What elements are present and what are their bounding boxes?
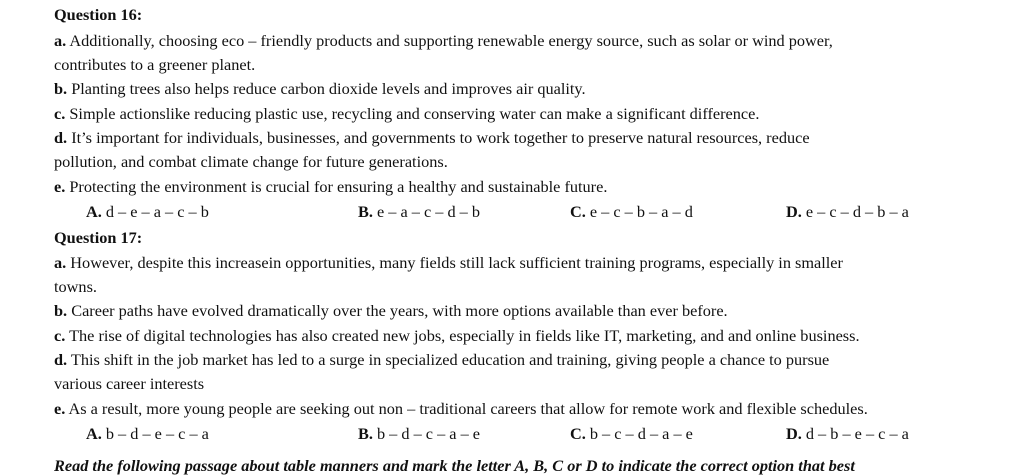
sentence-label: b.	[54, 301, 68, 320]
sentence-text: Career paths have evolved dramatically over the years, with more options available than ever before.	[71, 301, 728, 320]
sentence-text: This shift in the job market has led to a surge in specialized education and training, giving people a chance to pursue	[70, 350, 830, 369]
question-16-sentence-a-cont: contributes to a greener planet.	[54, 55, 256, 74]
sentence-label: a.	[54, 31, 67, 50]
question-17-sentence-c	[54, 325, 860, 347]
question-17-title: Question 17:	[54, 228, 143, 247]
question-17-sentence-b	[54, 300, 728, 322]
option-text: d – b – e – c – a	[805, 424, 909, 443]
question-16-sentence-a	[54, 30, 833, 52]
option-text: d – e – a – c – b	[105, 202, 209, 221]
option-label: A.	[86, 424, 102, 443]
question-16-sentence-d-cont: pollution, and combat climate change for future generations.	[54, 152, 448, 171]
option-text: b – d – e – c – a	[105, 424, 209, 443]
option-label: A.	[86, 202, 102, 221]
passage-instruction: Read the following passage about table manners and mark the letter A, B, C or D to indicate the correct option that best	[54, 456, 855, 475]
question-16-title: Question 16:	[54, 5, 143, 24]
question-17-sentence-d	[54, 349, 829, 371]
question-17-option-c[interactable]	[570, 423, 693, 445]
question-17-option-a[interactable]	[86, 423, 209, 445]
question-17-sentence-e	[54, 398, 868, 420]
sentence-text: Planting trees also helps reduce carbon dioxide levels and improves air quality.	[71, 79, 586, 98]
sentence-label: b.	[54, 79, 68, 98]
question-16-sentence-e	[54, 176, 607, 198]
question-16-option-a[interactable]	[86, 201, 209, 223]
sentence-text: Protecting the environment is crucial for ensuring a healthy and sustainable future.	[69, 177, 608, 196]
question-17-option-b[interactable]	[358, 423, 480, 445]
question-17-sentence-d-cont: various career interests	[54, 374, 205, 393]
question-16-sentence-d	[54, 127, 810, 149]
sentence-label: c.	[54, 326, 66, 345]
sentence-text: As a result, more young people are seeking out non – traditional careers that allow for remote work and flexible schedules.	[68, 399, 868, 418]
option-label: B.	[358, 424, 373, 443]
question-16-sentence-b	[54, 78, 586, 100]
option-text: e – c – d – b – a	[805, 202, 909, 221]
question-16-option-c[interactable]	[570, 201, 693, 223]
option-label: C.	[570, 202, 586, 221]
option-label: D.	[786, 202, 802, 221]
question-16-option-d[interactable]	[786, 201, 909, 223]
sentence-label: d.	[54, 350, 68, 369]
question-17-sentence-a-cont: towns.	[54, 277, 97, 296]
question-17-sentence-a	[54, 252, 843, 274]
option-text: b – c – d – a – e	[589, 424, 693, 443]
sentence-text: The rise of digital technologies has also created new jobs, especially in fields like IT, marketing, and and online business.	[69, 326, 860, 345]
question-17-option-d[interactable]	[786, 423, 909, 445]
sentence-label: d.	[54, 128, 68, 147]
option-text: e – c – b – a – d	[589, 202, 693, 221]
option-text: e – a – c – d – b	[376, 202, 481, 221]
sentence-label: e.	[54, 177, 66, 196]
option-label: B.	[358, 202, 373, 221]
sentence-label: c.	[54, 104, 66, 123]
sentence-text: However, despite this increasein opportunities, many fields still lack sufficient training programs, especially in smaller	[70, 253, 843, 272]
question-16-option-b[interactable]	[358, 201, 480, 223]
sentence-label: a.	[54, 253, 67, 272]
option-label: C.	[570, 424, 586, 443]
option-label: D.	[786, 424, 802, 443]
question-16-sentence-c	[54, 103, 759, 125]
sentence-text: Additionally, choosing eco – friendly products and supporting renewable energy source, such as solar or wind power,	[69, 31, 833, 50]
option-text: b – d – c – a – e	[376, 424, 481, 443]
sentence-text: Simple actionslike reducing plastic use, recycling and conserving water can make a significant difference.	[69, 104, 760, 123]
sentence-text: It’s important for individuals, businesses, and governments to work together to preserve natural resources, reduce	[71, 128, 810, 147]
sentence-label: e.	[54, 399, 66, 418]
